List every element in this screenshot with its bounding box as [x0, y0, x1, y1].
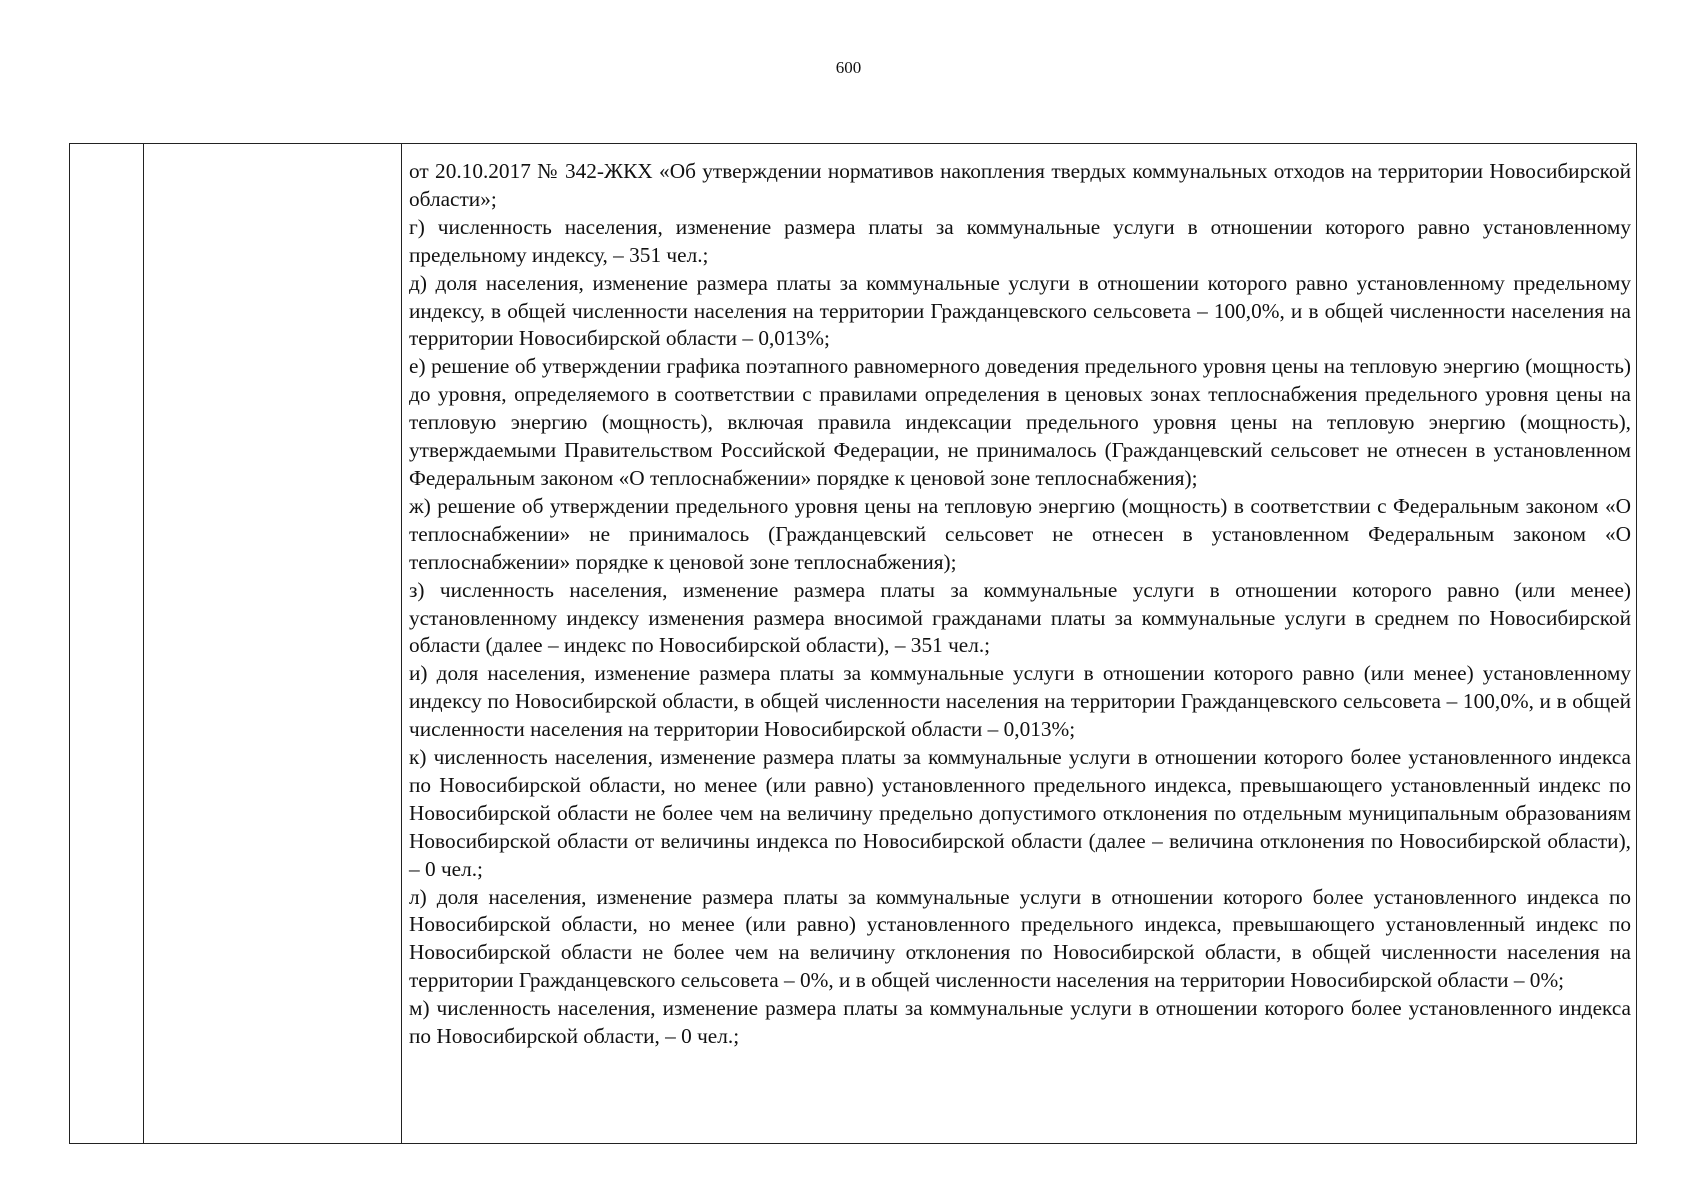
page-number: 600	[835, 58, 862, 77]
paragraph-d: д) доля населения, изменение размера платы за коммунальные услуги в отношении которого равно установленному предельному индексу, в общей численности населения на территории Гражданцевского сельсовета – 100,0%, и в общей численности населения на территории Новосибирской области – 0,013%;	[409, 270, 1631, 351]
document-table	[69, 143, 1637, 1144]
paragraph-order-reference: от 20.10.2017 № 342-ЖКХ «Об утверждении нормативов накопления твердых коммунальных отходов на территории Новосибирской области»;	[409, 159, 1631, 211]
table-column-name	[144, 144, 402, 1143]
paragraph-i: и) доля населения, изменение размера платы за коммунальные услуги в отношении которого равно (или менее) установленному индексу по Новосибирской области, в общей численности населения на территории Гражданцевского сельсовета – 100,0%, и в общей численности населения на территории Новосибирской области – 0,013%;	[409, 661, 1631, 742]
paragraph-e: е) решение об утверждении графика поэтапного равномерного доведения предельного уровня цены на тепловую энергию (мощность) до уровня, определяемого в соответствии с правилами определения в ценовых зонах теплоснабжения предельного уровня цены на тепловую энергию (мощность), включая правила индексации предельного уровня цены на тепловую энергию (мощность), утверждаемыми Правительством Российской Федерации, не принималось (Гражданцевский сельсовет не отнесен в установленном Федеральным законом «О теплоснабжении» порядке к ценовой зоне теплоснабжения);	[409, 354, 1631, 490]
table-column-content	[402, 144, 1636, 1143]
paragraph-zh: ж) решение об утверждении предельного уровня цены на тепловую энергию (мощность) в соответствии с Федеральным законом «О теплоснабжении» не принималось (Гражданцевский сельсовет не отнесен в установленном Федеральным законом «О теплоснабжении» порядке к ценовой зоне теплоснабжения);	[409, 493, 1631, 574]
paragraph-z: з) численность населения, изменение размера платы за коммунальные услуги в отношении которого равно (или менее) установленному индексу изменения размера вносимой гражданами платы за коммунальные услуги в среднем по Новосибирской области (далее – индекс по Новосибирской области), – 351 чел.;	[409, 577, 1631, 658]
table-column-number	[70, 144, 144, 1143]
paragraph-k: к) численность населения, изменение размера платы за коммунальные услуги в отношении которого более установленного индекса по Новосибирской области, но менее (или равно) установленного предельного индекса, превышающего установленный индекс по Новосибирской области не более чем на величину предельно допустимого отклонения по отдельным муниципальным образованиям Новосибирской области от величины индекса по Новосибирской области (далее – величина отклонения по Новосибирской области), – 0 чел.;	[409, 745, 1631, 881]
paragraph-m: м) численность населения, изменение размера платы за коммунальные услуги в отношении которого более установленного индекса по Новосибирской области, – 0 чел.;	[409, 996, 1631, 1049]
paragraph-g: г) численность населения, изменение размера платы за коммунальные услуги в отношении которого равно установленному предельному индексу, – 351 чел.;	[409, 214, 1631, 267]
paragraph-l: л) доля населения, изменение размера платы за коммунальные услуги в отношении которого более установленного индекса по Новосибирской области, но менее (или равно) установленного предельного индекса, превышающего установленный индекс по Новосибирской области не более чем на величину отклонения по Новосибирской области, в общей численности населения на территории Гражданцевского сельсовета – 0%, и в общей численности населения на территории Новосибирской области – 0%;	[409, 884, 1631, 993]
